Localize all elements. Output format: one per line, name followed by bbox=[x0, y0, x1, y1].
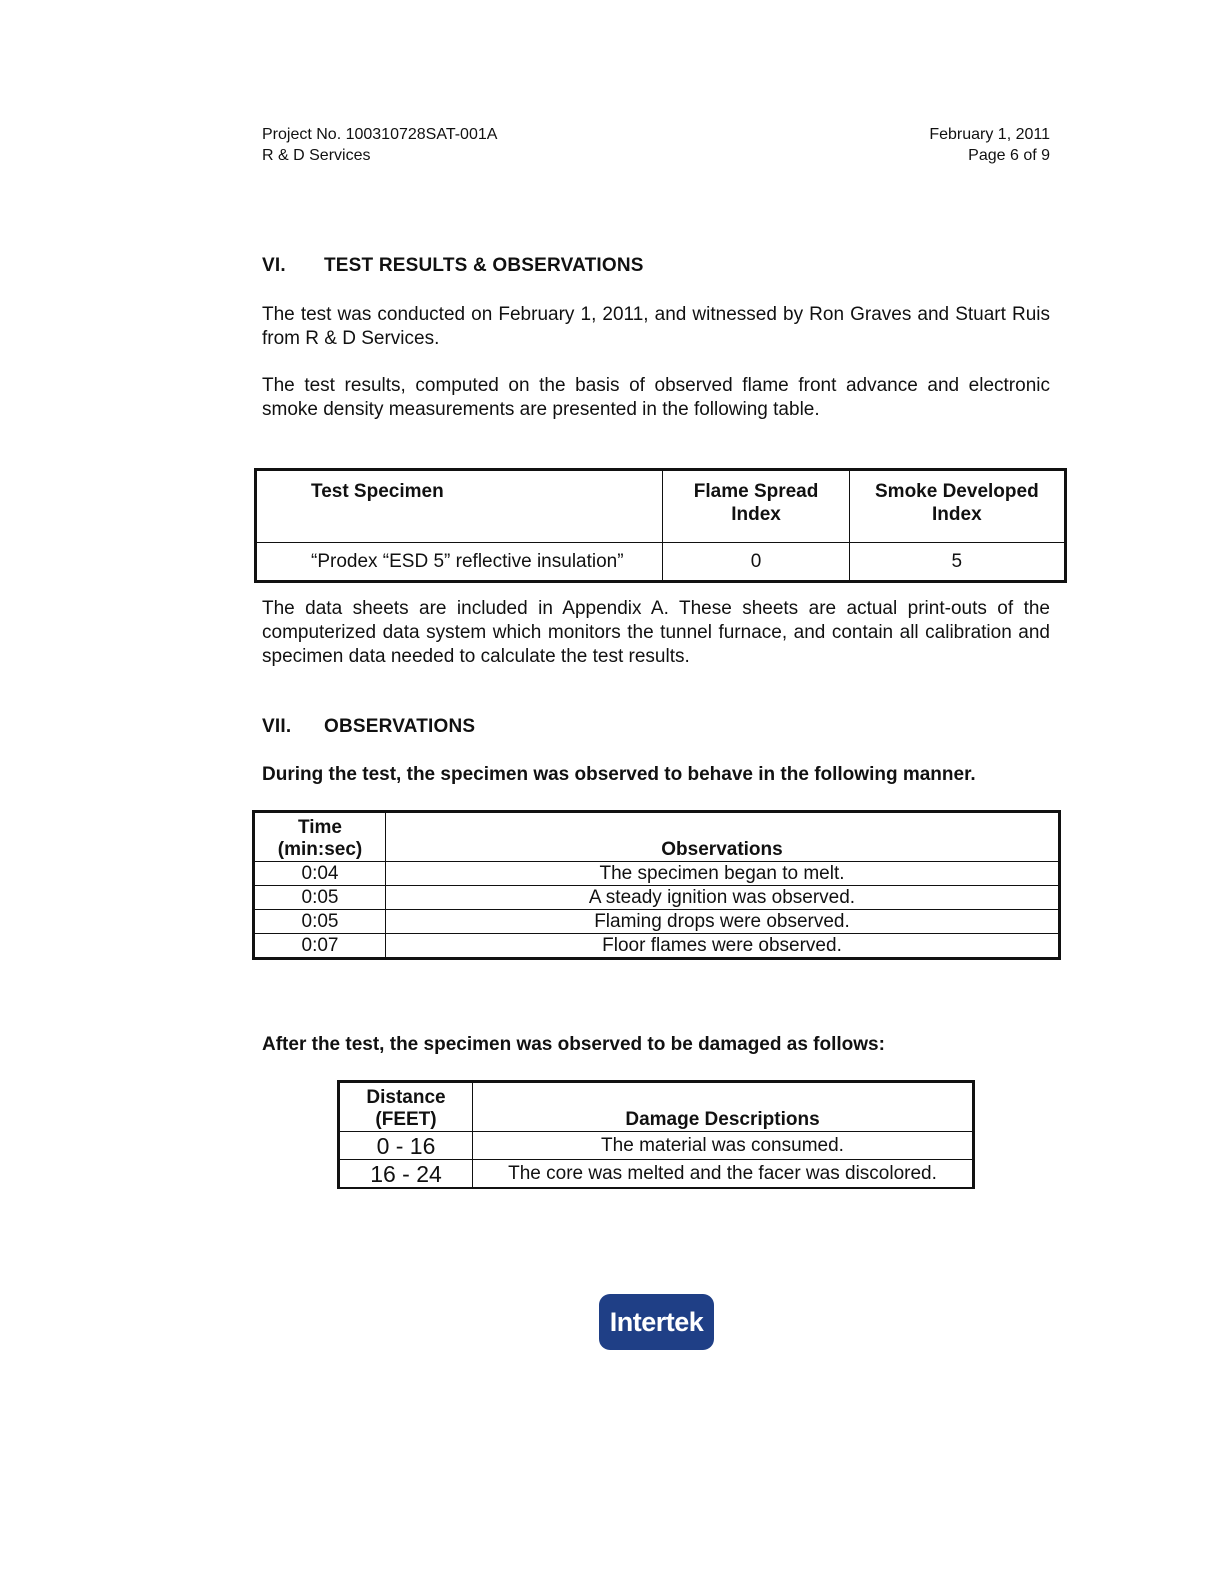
observations-header-row bbox=[254, 812, 1060, 862]
obs-text: The specimen began to melt. bbox=[386, 862, 1060, 886]
damage-table bbox=[337, 1080, 975, 1189]
obs-time: 0:05 bbox=[254, 886, 386, 910]
header-smoke-developed-line2: Index bbox=[932, 504, 982, 525]
header-time-line1: Time bbox=[297, 817, 342, 838]
section-heading-vi bbox=[262, 255, 644, 277]
intertek-logo: Intertek bbox=[599, 1294, 714, 1350]
header-test-specimen: Test Specimen bbox=[256, 470, 663, 543]
client-name: R & D Services bbox=[262, 147, 371, 164]
header-smoke-developed-line1: Smoke Developed bbox=[875, 481, 1039, 502]
obs-time: 0:07 bbox=[254, 934, 386, 959]
damage-distance: 16 - 24 bbox=[339, 1160, 473, 1189]
section-heading-vii bbox=[262, 716, 475, 738]
specimen-name: “Prodex “ESD 5” reflective insulation” bbox=[256, 543, 663, 582]
header-flame-spread-line2: Index bbox=[731, 504, 781, 525]
header-distance bbox=[339, 1082, 473, 1132]
header-distance-line2: (FEET) bbox=[375, 1109, 437, 1130]
damage-header-row bbox=[339, 1082, 974, 1132]
table-row bbox=[254, 934, 1060, 959]
obs-time: 0:05 bbox=[254, 910, 386, 934]
header-flame-spread bbox=[663, 470, 849, 543]
paragraph-test-results: The test results, computed on the basis of observed flame front advance and electronic smoke density measurements are presented in the following table. bbox=[262, 375, 1050, 420]
during-test-intro: During the test, the specimen was observed to behave in the following manner. bbox=[262, 764, 976, 785]
damage-description: The core was melted and the facer was discolored. bbox=[473, 1160, 974, 1189]
obs-text: A steady ignition was observed. bbox=[386, 886, 1060, 910]
results-table bbox=[254, 468, 1067, 583]
header-flame-spread-line1: Flame Spread bbox=[693, 481, 819, 502]
section-title: TEST RESULTS & OBSERVATIONS bbox=[324, 255, 644, 276]
page-number: Page 6 of 9 bbox=[968, 147, 1050, 164]
report-date: February 1, 2011 bbox=[929, 126, 1050, 143]
table-row bbox=[339, 1160, 974, 1189]
header-time-line2: (min:sec) bbox=[277, 839, 363, 860]
paragraph-data-sheets: The data sheets are included in Appendix A. These sheets are actual print-outs of the computerized data system which monitors the tunnel furnace, and contain all calibration and specimen data needed to calculate the test results. bbox=[262, 598, 1050, 667]
obs-text: Flaming drops were observed. bbox=[386, 910, 1060, 934]
header-damage-descriptions: Damage Descriptions bbox=[473, 1082, 974, 1132]
after-test-intro: After the test, the specimen was observed to be damaged as follows: bbox=[262, 1034, 885, 1055]
section-number: VI. bbox=[262, 255, 286, 276]
header-left bbox=[262, 124, 497, 166]
header-smoke-developed bbox=[849, 470, 1065, 543]
section-number: VII. bbox=[262, 716, 292, 737]
header-distance-line1: Distance bbox=[366, 1087, 446, 1108]
table-row bbox=[256, 543, 1066, 582]
results-header-row bbox=[256, 470, 1066, 543]
header-time bbox=[254, 812, 386, 862]
project-number: Project No. 100310728SAT-001A bbox=[262, 126, 498, 143]
paragraph-test-conducted: The test was conducted on February 1, 2011, and witnessed by Ron Graves and Stuart Ruis from R & D Services. bbox=[262, 304, 1050, 349]
observations-table bbox=[252, 810, 1061, 960]
header-right bbox=[850, 124, 1050, 166]
table-row bbox=[339, 1132, 974, 1160]
obs-time: 0:04 bbox=[254, 862, 386, 886]
table-row bbox=[254, 862, 1060, 886]
obs-text: Floor flames were observed. bbox=[386, 934, 1060, 959]
flame-spread-value: 0 bbox=[663, 543, 849, 582]
table-row bbox=[254, 886, 1060, 910]
section-title: OBSERVATIONS bbox=[324, 716, 476, 737]
damage-distance: 0 - 16 bbox=[339, 1132, 473, 1160]
table-row bbox=[254, 910, 1060, 934]
header-observations: Observations bbox=[386, 812, 1060, 862]
smoke-developed-value: 5 bbox=[849, 543, 1065, 582]
damage-description: The material was consumed. bbox=[473, 1132, 974, 1160]
